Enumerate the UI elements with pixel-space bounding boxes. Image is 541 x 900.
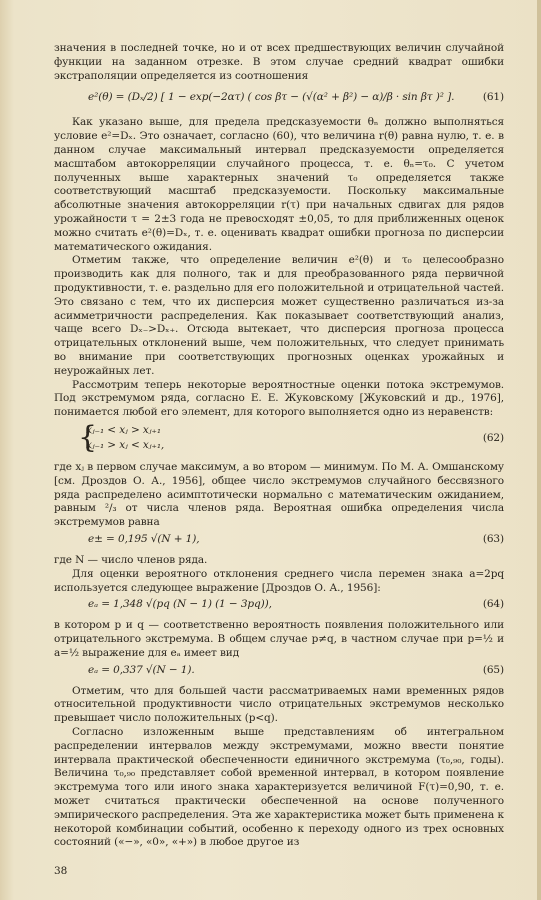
equation-62-brace: { — [78, 419, 97, 455]
equation-63 — [54, 533, 504, 550]
equation-62-line-2: xⱼ₋₁ > xⱼ < xⱼ₊₁, — [86, 438, 165, 451]
equation-62-number: (62) — [482, 431, 504, 444]
paragraph-5: где xⱼ в первом случае максимум, а во втором — минимум. По М. А. Омшанскому [см. Дроздов О. А., 1956], общее число экстремумов случайного бессвязного ряда распределено асимптотически нормально с математическим ожиданием, равным ²/₃ от числа членов ряда. Вероятная ошибка определения числа экстремумов равна — [54, 460, 504, 529]
paragraph-1: значения в последней точке, но и от всех предшествующих величин случайной функции на заданном отрезке. В этом случае средний квадрат ошибки экстраполяции определяется из соотношения — [54, 42, 504, 82]
paragraph-9: Отметим, что для большей части рассматриваемых нами временных рядов относительной продуктивности число отрицательных экстремумов несколько превышает число положительных (p<q). — [54, 684, 504, 725]
equation-65-number: (65) — [482, 663, 504, 676]
equation-62-body — [86, 423, 164, 453]
equation-65 — [54, 664, 504, 681]
equation-64-body: eₐ = 1,348 √(pq (N − 1) (1 − 3pq)), — [88, 598, 272, 611]
equation-61-number: (61) — [482, 91, 504, 104]
paragraph-8: в котором p и q — соответственно вероятность появления положительного или отрицательного экстремума. В общем случае p≠q, в частном случае при p=½ и a=½ выражение для eₐ имеет вид — [54, 619, 504, 659]
page-number: 38 — [54, 865, 68, 877]
equation-64 — [54, 598, 504, 615]
equation-61 — [54, 86, 504, 112]
paragraph-2: Как указано выше, для предела предсказуемости θₙ должно выполняться условие e²=Dₓ. Это означает, согласно (60), что величина r(θ) равна нулю, т. е. в данном случае максимальный интервал предсказуемости определяется масштабом автокорреляции случайного процесса, т. е. θₙ=τ₀. С учетом полученных выше характерных значений τ₀ определяется также соответствующий масштаб предсказуемости. Поскольку максимальные абсолютные значения автокорреляции r(τ) при начальных сдвигах для рядов урожайности τ = 2±3 года не превосходят ±0,05, то для приближенных оценок можно считать e²(θ)=Dₓ, т. е. оценивать квадрат ошибки прогноза по дисперсии математического ожидания. — [54, 116, 504, 253]
equation-64-number: (64) — [482, 598, 504, 611]
equation-63-body: e± = 0,195 √(N + 1), — [88, 532, 200, 545]
equation-65-body: eₐ = 0,337 √(N − 1). — [88, 663, 195, 676]
paragraph-10: Согласно изложенным выше представлениям об интегральном распределении интервалов между экстремумами, можно ввести понятие интервала практической обеспеченности единичного экстремума (τ₀,₉₀, годы). Величина τ₀,₉₀ представляет собой временной интервал, в котором появление экстремума того или иного знака характеризуется величиной F(τ)=0,90, т. е. может считаться практически обеспеченной на основе полученного эмпирического распределения. Эта же характеристика может быть применена к некоторой комбинации событий, особенно к переходу одного из трех основных состояний («−», «0», «+») в любое другое из — [54, 726, 504, 849]
page-text — [54, 42, 504, 850]
paragraph-4: Рассмотрим теперь некоторые вероятностные оценки потока экстремумов. Под экстремумом ряда, согласно Е. Е. Жуковскому [Жуковский и др., 1976], понимается любой его элемент, для которого выполняется одно из неравенств: — [54, 378, 504, 419]
equation-63-number: (63) — [482, 532, 504, 545]
equation-62 — [54, 419, 504, 457]
equation-62-line-1: xⱼ₋₁ < xⱼ > xⱼ₊₁ — [86, 423, 161, 436]
paragraph-7: Для оценки вероятного отклонения среднего числа перемен знака a=2pq используется следующее выражение [Дроздов О. А., 1956]: — [54, 567, 504, 594]
page-spine-edge — [537, 0, 541, 900]
equation-61-body: e²(θ) = (Dₓ/2) [ 1 − exp(−2ατ) ( cos βτ − (√(α² + β²) − α)/β · sin βτ )² ]. — [88, 91, 455, 104]
paragraph-6: где N — число членов ряда. — [54, 553, 208, 566]
paragraph-3: Отметим также, что определение величин e²(θ) и τ₀ целесообразно производить как для полного, так и для преобразованного ряда первичной продуктивности, т. е. раздельно для его положительной и отрицательной частей. Это связано с тем, что их дисперсия может существенно различаться из-за асимметричности распределения. Как показывает соответствующий анализ, чаще всего Dₓ₋>Dₓ₊. Отсюда вытекает, что дисперсия прогноза процесса отрицательных отклонений выше, чем положительных, что следует принимать во внимание при соответствующих прогнозных оценках урожайных и неурожайных лет. — [54, 254, 504, 377]
